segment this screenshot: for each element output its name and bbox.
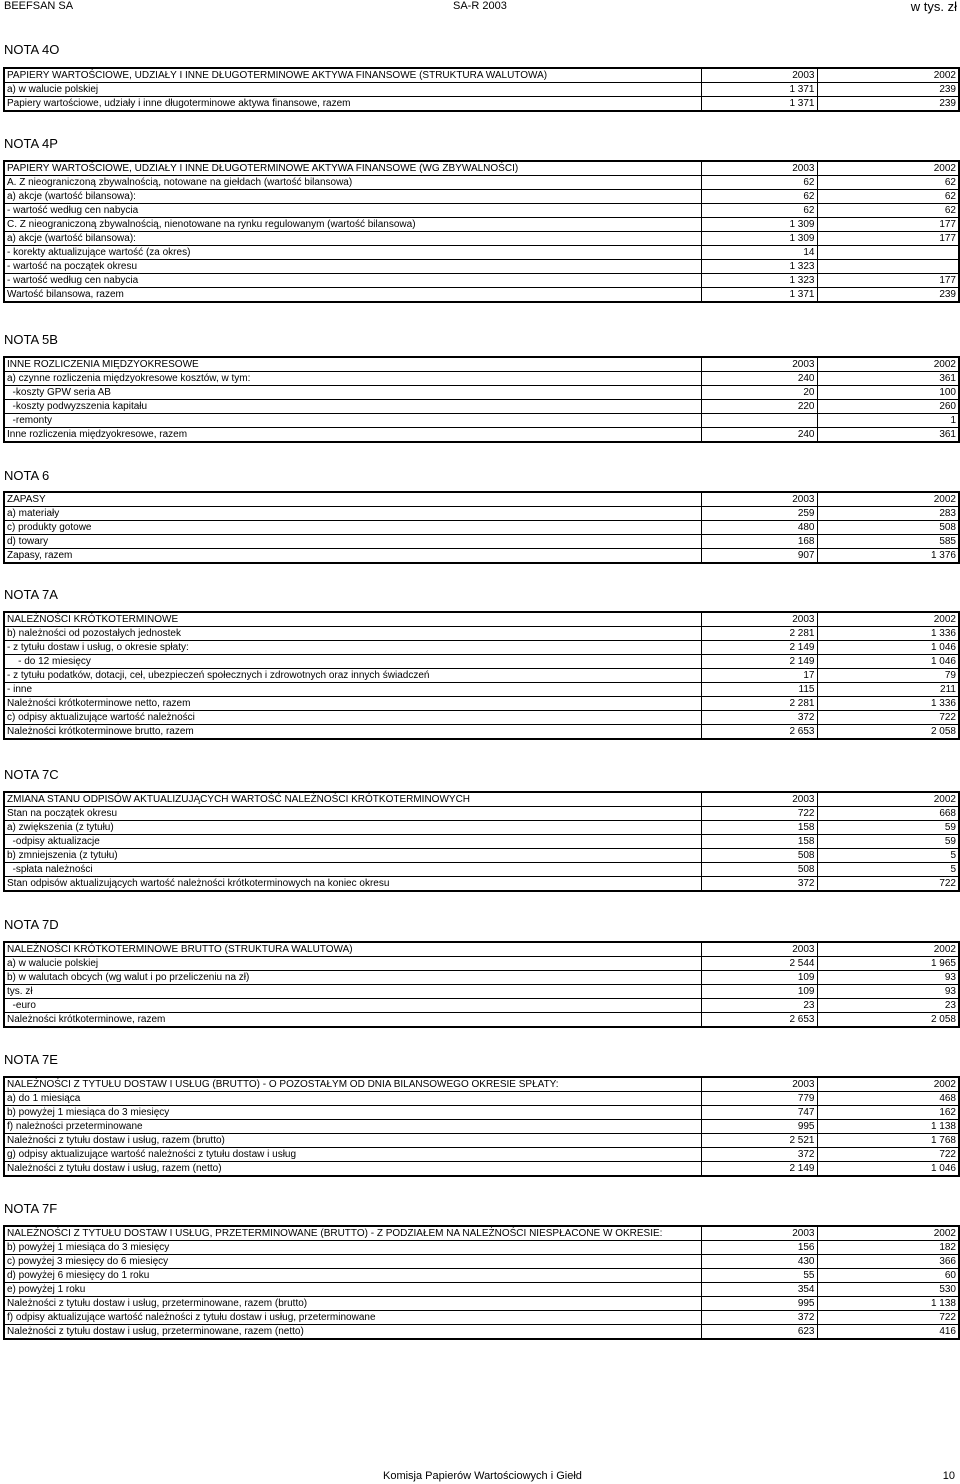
table-row bbox=[4, 535, 959, 549]
table-row bbox=[4, 1162, 959, 1177]
note-table bbox=[3, 791, 960, 892]
value-2003: 354 bbox=[701, 1283, 817, 1297]
table-header-row bbox=[4, 161, 959, 176]
value-2002: 722 bbox=[817, 1311, 959, 1325]
table-row bbox=[4, 507, 959, 521]
value-2002: 1 138 bbox=[817, 1297, 959, 1311]
value-2002: 239 bbox=[817, 83, 959, 97]
note-title: NOTA 6 bbox=[4, 468, 50, 483]
header-year: 2003 bbox=[701, 68, 817, 83]
table-row bbox=[4, 985, 959, 999]
table-header-row bbox=[4, 942, 959, 957]
row-label: f) należności przeterminowane bbox=[4, 1120, 701, 1134]
row-label: b) powyżej 1 miesiąca do 3 miesięcy bbox=[4, 1106, 701, 1120]
value-2002: 162 bbox=[817, 1106, 959, 1120]
row-label: C. Z nieograniczoną zbywalnością, nienotowane na rynku regulowanym (wartość bilansowa) bbox=[4, 218, 701, 232]
note-table bbox=[3, 160, 960, 303]
value-2002: 239 bbox=[817, 288, 959, 303]
value-2003: 372 bbox=[701, 711, 817, 725]
table-row bbox=[4, 97, 959, 112]
row-label: g) odpisy aktualizujące wartość należności z tytułu dostaw i usług bbox=[4, 1148, 701, 1162]
header-year: 2002 bbox=[817, 942, 959, 957]
value-2003: 2 653 bbox=[701, 1013, 817, 1028]
row-label: -spłata należności bbox=[4, 863, 701, 877]
value-2003: 508 bbox=[701, 849, 817, 863]
header-label: NALEŻNOŚCI Z TYTUŁU DOSTAW I USŁUG, PRZETERMINOWANE (BRUTTO) - Z PODZIAŁEM NA NALEŻNOŚCI NIESPŁACONE W OKRESIE: bbox=[4, 1226, 701, 1241]
value-2003: 109 bbox=[701, 971, 817, 985]
value-2002: 508 bbox=[817, 521, 959, 535]
value-2002: 62 bbox=[817, 204, 959, 218]
value-2002: 23 bbox=[817, 999, 959, 1013]
header-label: NALEŻNOŚCI Z TYTUŁU DOSTAW I USŁUG (BRUTTO) - O POZOSTAŁYM OD DNIA BILANSOWEGO OKRESIE SPŁATY: bbox=[4, 1077, 701, 1092]
value-2003: 55 bbox=[701, 1269, 817, 1283]
company-name: BEEFSAN SA bbox=[4, 0, 74, 12]
table-row bbox=[4, 232, 959, 246]
row-label: b) powyżej 1 miesiąca do 3 miesięcy bbox=[4, 1241, 701, 1255]
value-2002: 62 bbox=[817, 190, 959, 204]
row-label: -koszty podwyzszenia kapitału bbox=[4, 400, 701, 414]
table-row bbox=[4, 821, 959, 835]
row-label: b) zmniejszenia (z tytułu) bbox=[4, 849, 701, 863]
note-title: NOTA 5B bbox=[4, 332, 58, 347]
currency-unit: w tys. zł bbox=[910, 0, 957, 14]
value-2003: 2 544 bbox=[701, 957, 817, 971]
value-2003: 1 371 bbox=[701, 83, 817, 97]
value-2002: 722 bbox=[817, 711, 959, 725]
value-2002: 5 bbox=[817, 863, 959, 877]
value-2003: 1 371 bbox=[701, 288, 817, 303]
table-row bbox=[4, 190, 959, 204]
row-label: - do 12 miesięcy bbox=[4, 655, 701, 669]
row-label: -koszty GPW seria AB bbox=[4, 386, 701, 400]
header-label: NALEŻNOŚCI KRÓTKOTERMINOWE bbox=[4, 612, 701, 627]
value-2003: 2 521 bbox=[701, 1134, 817, 1148]
value-2003: 2 281 bbox=[701, 697, 817, 711]
value-2002: 239 bbox=[817, 97, 959, 112]
row-label: c) powyżej 3 miesięcy do 6 miesięcy bbox=[4, 1255, 701, 1269]
header-year: 2002 bbox=[817, 357, 959, 372]
table-row bbox=[4, 372, 959, 386]
table-row bbox=[4, 1134, 959, 1148]
value-2003: 17 bbox=[701, 669, 817, 683]
row-label: Zapasy, razem bbox=[4, 549, 701, 564]
value-2003: 240 bbox=[701, 428, 817, 443]
row-label: Należności krótkoterminowe brutto, razem bbox=[4, 725, 701, 740]
value-2003: 156 bbox=[701, 1241, 817, 1255]
table-row bbox=[4, 655, 959, 669]
row-label: Należności z tytułu dostaw i usług, razem (netto) bbox=[4, 1162, 701, 1177]
value-2002: 1 336 bbox=[817, 697, 959, 711]
value-2003: 623 bbox=[701, 1325, 817, 1340]
header-label: ZMIANA STANU ODPISÓW AKTUALIZUJĄCYCH WARTOŚĆ NALEŻNOŚCI KRÓTKOTERMINOWYCH bbox=[4, 792, 701, 807]
value-2003: 1 309 bbox=[701, 218, 817, 232]
value-2002: 668 bbox=[817, 807, 959, 821]
value-2002: 468 bbox=[817, 1092, 959, 1106]
row-label: Papiery wartościowe, udziały i inne długoterminowe aktywa finansowe, razem bbox=[4, 97, 701, 112]
value-2003: 62 bbox=[701, 190, 817, 204]
row-label: Należności z tytułu dostaw i usług, przeterminowane, razem (brutto) bbox=[4, 1297, 701, 1311]
row-label: - wartość według cen nabycia bbox=[4, 204, 701, 218]
row-label: a) w walucie polskiej bbox=[4, 957, 701, 971]
value-2003: 779 bbox=[701, 1092, 817, 1106]
note-title: NOTA 7F bbox=[4, 1201, 58, 1216]
row-label: Należności z tytułu dostaw i usług, razem (brutto) bbox=[4, 1134, 701, 1148]
row-label: a) akcje (wartość bilansowa): bbox=[4, 232, 701, 246]
row-label: a) czynne rozliczenia międzyokresowe kosztów, w tym: bbox=[4, 372, 701, 386]
header-year: 2002 bbox=[817, 68, 959, 83]
value-2002: 416 bbox=[817, 1325, 959, 1340]
row-label: - z tytułu podatków, dotacji, ceł, ubezpieczeń społecznych i zdrowotnych oraz innych świadczeń bbox=[4, 669, 701, 683]
table-row bbox=[4, 288, 959, 303]
table-row bbox=[4, 549, 959, 564]
value-2002: 59 bbox=[817, 821, 959, 835]
row-label: -euro bbox=[4, 999, 701, 1013]
value-2002: 722 bbox=[817, 1148, 959, 1162]
value-2003: 168 bbox=[701, 535, 817, 549]
value-2002: 2 058 bbox=[817, 1013, 959, 1028]
value-2003: 907 bbox=[701, 549, 817, 564]
value-2002: 2 058 bbox=[817, 725, 959, 740]
value-2002: 177 bbox=[817, 218, 959, 232]
header-year: 2002 bbox=[817, 612, 959, 627]
page-number: 10 bbox=[942, 1470, 955, 1482]
value-2002: 1 768 bbox=[817, 1134, 959, 1148]
row-label: Należności krótkoterminowe, razem bbox=[4, 1013, 701, 1028]
value-2003: 115 bbox=[701, 683, 817, 697]
note-table bbox=[3, 356, 960, 443]
table-row bbox=[4, 697, 959, 711]
value-2003: 62 bbox=[701, 176, 817, 190]
table-row bbox=[4, 669, 959, 683]
value-2003: 722 bbox=[701, 807, 817, 821]
header-year: 2002 bbox=[817, 1226, 959, 1241]
table-row bbox=[4, 1311, 959, 1325]
header-year: 2003 bbox=[701, 161, 817, 176]
value-2003: 20 bbox=[701, 386, 817, 400]
header-year: 2003 bbox=[701, 1077, 817, 1092]
value-2002: 361 bbox=[817, 428, 959, 443]
table-header-row bbox=[4, 1226, 959, 1241]
value-2002: 283 bbox=[817, 507, 959, 521]
table-row bbox=[4, 386, 959, 400]
note-title: NOTA 7D bbox=[4, 917, 59, 932]
value-2003: 1 371 bbox=[701, 97, 817, 112]
footer-publisher: Komisja Papierów Wartościowych i Giełd bbox=[383, 1470, 582, 1482]
value-2003: 747 bbox=[701, 1106, 817, 1120]
table-row bbox=[4, 1120, 959, 1134]
header-year: 2003 bbox=[701, 357, 817, 372]
value-2002: 1 046 bbox=[817, 655, 959, 669]
value-2003: 109 bbox=[701, 985, 817, 999]
row-label: tys. zł bbox=[4, 985, 701, 999]
row-label: c) produkty gotowe bbox=[4, 521, 701, 535]
table-row bbox=[4, 204, 959, 218]
value-2003: 2 653 bbox=[701, 725, 817, 740]
table-row bbox=[4, 627, 959, 641]
row-label: c) odpisy aktualizujące wartość należności bbox=[4, 711, 701, 725]
report-name: SA-R 2003 bbox=[453, 0, 507, 12]
row-label: - wartość na początek okresu bbox=[4, 260, 701, 274]
header-year: 2003 bbox=[701, 942, 817, 957]
table-header-row bbox=[4, 68, 959, 83]
value-2003: 430 bbox=[701, 1255, 817, 1269]
note-table bbox=[3, 1076, 960, 1177]
note-table bbox=[3, 491, 960, 564]
table-row bbox=[4, 1283, 959, 1297]
table-row bbox=[4, 274, 959, 288]
table-row bbox=[4, 83, 959, 97]
header-year: 2002 bbox=[817, 792, 959, 807]
row-label: b) należności od pozostałych jednostek bbox=[4, 627, 701, 641]
value-2003: 158 bbox=[701, 835, 817, 849]
note-table bbox=[3, 611, 960, 740]
value-2003: 372 bbox=[701, 1311, 817, 1325]
value-2003: 158 bbox=[701, 821, 817, 835]
value-2002 bbox=[817, 260, 959, 274]
row-label: Wartość bilansowa, razem bbox=[4, 288, 701, 303]
row-label: Stan odpisów aktualizujących wartość należności krótkoterminowych na koniec okresu bbox=[4, 877, 701, 892]
table-row bbox=[4, 971, 959, 985]
table-row bbox=[4, 999, 959, 1013]
table-row bbox=[4, 428, 959, 443]
row-label: - korekty aktualizujące wartość (za okres) bbox=[4, 246, 701, 260]
value-2003: 995 bbox=[701, 1120, 817, 1134]
note-title: NOTA 4O bbox=[4, 42, 60, 57]
table-row bbox=[4, 849, 959, 863]
note-title: NOTA 7C bbox=[4, 767, 59, 782]
table-header-row bbox=[4, 492, 959, 507]
table-header-row bbox=[4, 612, 959, 627]
table-row bbox=[4, 957, 959, 971]
value-2003: 2 149 bbox=[701, 655, 817, 669]
header-label: ZAPASY bbox=[4, 492, 701, 507]
table-row bbox=[4, 1269, 959, 1283]
value-2003: 995 bbox=[701, 1297, 817, 1311]
value-2003: 23 bbox=[701, 999, 817, 1013]
value-2002: 93 bbox=[817, 985, 959, 999]
value-2002: 93 bbox=[817, 971, 959, 985]
table-row bbox=[4, 683, 959, 697]
value-2002: 62 bbox=[817, 176, 959, 190]
value-2002 bbox=[817, 246, 959, 260]
header-year: 2003 bbox=[701, 492, 817, 507]
value-2003: 2 149 bbox=[701, 1162, 817, 1177]
header-year: 2002 bbox=[817, 492, 959, 507]
row-label: Inne rozliczenia międzyokresowe, razem bbox=[4, 428, 701, 443]
value-2002: 1 046 bbox=[817, 641, 959, 655]
value-2002: 60 bbox=[817, 1269, 959, 1283]
row-label: Stan na początek okresu bbox=[4, 807, 701, 821]
value-2003: 259 bbox=[701, 507, 817, 521]
table-row bbox=[4, 1325, 959, 1340]
value-2002: 1 965 bbox=[817, 957, 959, 971]
table-row bbox=[4, 414, 959, 428]
note-title: NOTA 7E bbox=[4, 1052, 58, 1067]
value-2002: 177 bbox=[817, 232, 959, 246]
row-label: e) powyżej 1 roku bbox=[4, 1283, 701, 1297]
table-header-row bbox=[4, 792, 959, 807]
value-2003: 62 bbox=[701, 204, 817, 218]
table-row bbox=[4, 1013, 959, 1028]
note-table bbox=[3, 1225, 960, 1340]
value-2003: 2 149 bbox=[701, 641, 817, 655]
value-2003: 508 bbox=[701, 863, 817, 877]
header-year: 2003 bbox=[701, 612, 817, 627]
row-label: d) powyżej 6 miesięcy do 1 roku bbox=[4, 1269, 701, 1283]
row-label: Należności krótkoterminowe netto, razem bbox=[4, 697, 701, 711]
value-2002: 1 046 bbox=[817, 1162, 959, 1177]
row-label: a) do 1 miesiąca bbox=[4, 1092, 701, 1106]
value-2003: 220 bbox=[701, 400, 817, 414]
table-row bbox=[4, 1255, 959, 1269]
value-2002: 1 138 bbox=[817, 1120, 959, 1134]
table-row bbox=[4, 1148, 959, 1162]
row-label: a) materiały bbox=[4, 507, 701, 521]
table-row bbox=[4, 835, 959, 849]
value-2002: 1 336 bbox=[817, 627, 959, 641]
value-2002: 100 bbox=[817, 386, 959, 400]
note-table bbox=[3, 67, 960, 112]
row-label: - z tytułu dostaw i usług, o okresie spłaty: bbox=[4, 641, 701, 655]
row-label: f) odpisy aktualizujące wartość należności z tytułu dostaw i usług, przeterminowane bbox=[4, 1311, 701, 1325]
header-label: INNE ROZLICZENIA MIĘDZYOKRESOWE bbox=[4, 357, 701, 372]
table-row bbox=[4, 641, 959, 655]
value-2002: 260 bbox=[817, 400, 959, 414]
row-label: - wartość według cen nabycia bbox=[4, 274, 701, 288]
value-2002: 722 bbox=[817, 877, 959, 892]
note-title: NOTA 4P bbox=[4, 136, 58, 151]
page-header bbox=[0, 0, 960, 14]
table-row bbox=[4, 711, 959, 725]
value-2002: 182 bbox=[817, 1241, 959, 1255]
table-row bbox=[4, 176, 959, 190]
row-label: a) akcje (wartość bilansowa): bbox=[4, 190, 701, 204]
value-2002: 361 bbox=[817, 372, 959, 386]
table-row bbox=[4, 400, 959, 414]
table-row bbox=[4, 725, 959, 740]
value-2002: 1 376 bbox=[817, 549, 959, 564]
value-2003: 1 309 bbox=[701, 232, 817, 246]
row-label: Należności z tytułu dostaw i usług, przeterminowane, razem (netto) bbox=[4, 1325, 701, 1340]
value-2003: 14 bbox=[701, 246, 817, 260]
row-label: -remonty bbox=[4, 414, 701, 428]
table-row bbox=[4, 1297, 959, 1311]
table-row bbox=[4, 1106, 959, 1120]
value-2002: 1 bbox=[817, 414, 959, 428]
value-2003: 372 bbox=[701, 1148, 817, 1162]
table-row bbox=[4, 877, 959, 892]
table-row bbox=[4, 807, 959, 821]
table-row bbox=[4, 218, 959, 232]
value-2002: 366 bbox=[817, 1255, 959, 1269]
note-table bbox=[3, 941, 960, 1028]
row-label: A. Z nieograniczoną zbywalnością, notowane na giełdach (wartość bilansowa) bbox=[4, 176, 701, 190]
table-row bbox=[4, 1092, 959, 1106]
header-label: PAPIERY WARTOŚCIOWE, UDZIAŁY I INNE DŁUGOTERMINOWE AKTYWA FINANSOWE (STRUKTURA WALUTOWA) bbox=[4, 68, 701, 83]
value-2003: 372 bbox=[701, 877, 817, 892]
note-title: NOTA 7A bbox=[4, 587, 58, 602]
table-header-row bbox=[4, 1077, 959, 1092]
value-2002: 59 bbox=[817, 835, 959, 849]
table-row bbox=[4, 246, 959, 260]
table-row bbox=[4, 863, 959, 877]
value-2002: 5 bbox=[817, 849, 959, 863]
header-year: 2002 bbox=[817, 161, 959, 176]
value-2002: 177 bbox=[817, 274, 959, 288]
row-label: a) w walucie polskiej bbox=[4, 83, 701, 97]
row-label: -odpisy aktualizacje bbox=[4, 835, 701, 849]
value-2002: 211 bbox=[817, 683, 959, 697]
value-2003: 1 323 bbox=[701, 260, 817, 274]
row-label: a) zwiększenia (z tytułu) bbox=[4, 821, 701, 835]
value-2002: 585 bbox=[817, 535, 959, 549]
table-row bbox=[4, 260, 959, 274]
value-2002: 530 bbox=[817, 1283, 959, 1297]
value-2003: 1 323 bbox=[701, 274, 817, 288]
row-label: d) towary bbox=[4, 535, 701, 549]
value-2003: 2 281 bbox=[701, 627, 817, 641]
header-year: 2003 bbox=[701, 1226, 817, 1241]
header-label: PAPIERY WARTOŚCIOWE, UDZIAŁY I INNE DŁUGOTERMINOWE AKTYWA FINANSOWE (WG ZBYWALNOŚCI) bbox=[4, 161, 701, 176]
value-2003: 480 bbox=[701, 521, 817, 535]
row-label: - inne bbox=[4, 683, 701, 697]
table-row bbox=[4, 1241, 959, 1255]
header-year: 2003 bbox=[701, 792, 817, 807]
value-2003: 240 bbox=[701, 372, 817, 386]
value-2002: 79 bbox=[817, 669, 959, 683]
table-header-row bbox=[4, 357, 959, 372]
row-label: b) w walutach obcych (wg walut i po przeliczeniu na zł) bbox=[4, 971, 701, 985]
header-year: 2002 bbox=[817, 1077, 959, 1092]
header-label: NALEŻNOŚCI KRÓTKOTERMINOWE BRUTTO (STRUKTURA WALUTOWA) bbox=[4, 942, 701, 957]
value-2003 bbox=[701, 414, 817, 428]
table-row bbox=[4, 521, 959, 535]
